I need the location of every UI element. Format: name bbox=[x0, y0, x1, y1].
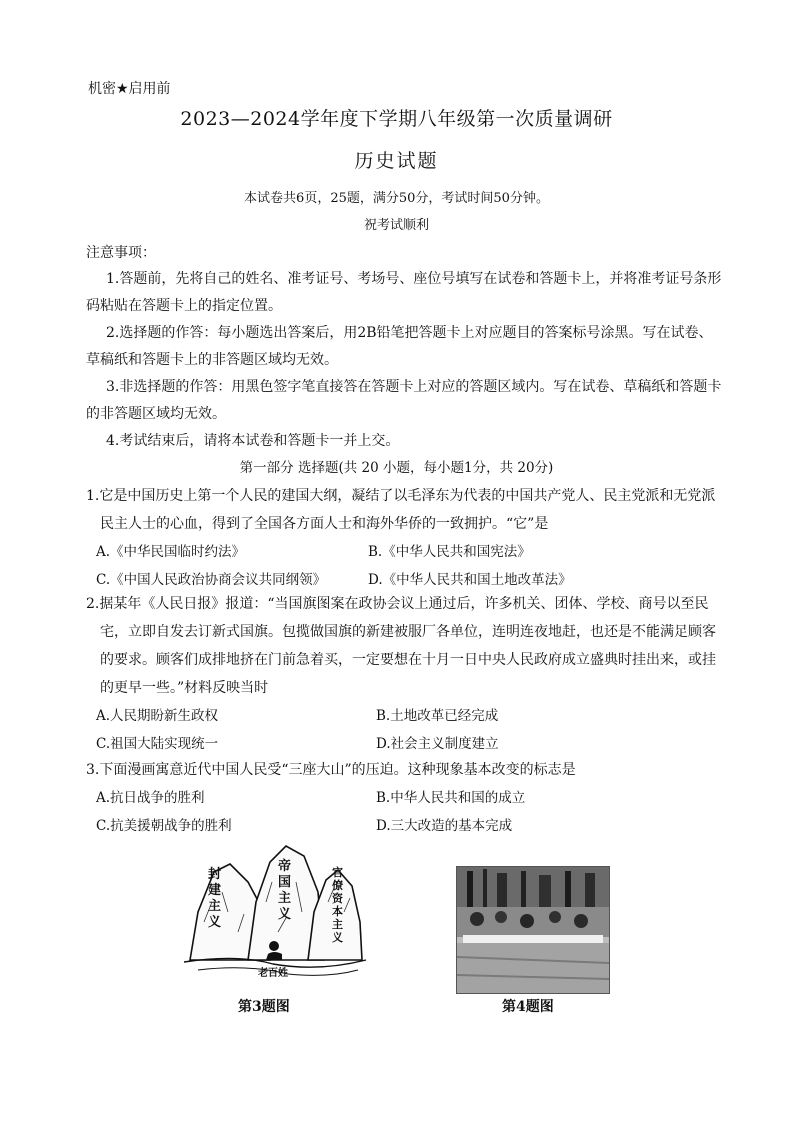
note-item: 3.非选择题的作答：用黑色签字笔直接答在答题卡上对应的答题区域内。写在试卷、草稿纸和答题卡的非答题区域均无效。 bbox=[86, 379, 722, 422]
label-feudalism: 封建主义 bbox=[208, 867, 222, 930]
exam-subtitle: 历史试题 bbox=[354, 150, 439, 172]
option-d: D.三大改造的基本完成 bbox=[376, 818, 513, 834]
confidential-label: 机密★启用前 bbox=[88, 81, 171, 97]
figure-4-photo bbox=[456, 866, 610, 994]
option-d: D.社会主义制度建立 bbox=[376, 736, 499, 752]
label-imperialism: 帝国主义 bbox=[278, 859, 292, 922]
option-b: B.《中华人民共和国宪法》 bbox=[368, 544, 531, 560]
question-stem: 3.下面漫画寓意近代中国人民受“三座大山”的压迫。这种现象基本改变的标志是 bbox=[86, 762, 576, 778]
option-a: A.抗日战争的胜利 bbox=[96, 790, 205, 806]
note-item: 4.考试结束后，请将本试卷和答题卡一并上交。 bbox=[106, 433, 400, 449]
question-stem: 1.它是中国历史上第一个人民的建国大纲，凝结了以毛泽东为代表的中国共产党人、民主党派和无党派民主人士的心血，得到了全国各方面人士和海外华侨的一致拥护。“它”是 bbox=[86, 488, 716, 532]
option-d: D.《中华人民共和国土地改革法》 bbox=[368, 572, 572, 588]
exam-wish: 祝考试顺利 bbox=[363, 218, 429, 233]
label-bureaucratic-capitalism: 官僚资本主义 bbox=[332, 866, 343, 944]
option-c: C.祖国大陆实现统一 bbox=[96, 736, 219, 752]
notes-title: 注意事项： bbox=[86, 245, 156, 261]
option-c: C.《中国人民政治协商会议共同纲领》 bbox=[96, 572, 327, 588]
label-common-people: 老百姓 bbox=[258, 968, 288, 979]
option-a: A.《中华民国临时约法》 bbox=[96, 544, 246, 560]
question-1 bbox=[86, 482, 726, 594]
exam-title: 2023—2024学年度下学期八年级第一次质量调研 bbox=[180, 108, 613, 130]
option-b: B.中华人民共和国的成立 bbox=[376, 790, 526, 806]
figure-4-caption: 第4题图 bbox=[502, 999, 554, 1015]
option-b: B.土地改革已经完成 bbox=[376, 708, 499, 724]
photo-illustration bbox=[457, 867, 609, 993]
note-item: 1.答题前，先将自己的姓名、准考证号、考场号、座位号填写在试卷和答题卡上，并将准考证号条形码粘贴在答题卡上的指定位置。 bbox=[86, 271, 722, 314]
option-a: A.人民期盼新生政权 bbox=[96, 708, 219, 724]
section-title: 第一部分 选择题(共 20 小题，每小题1分，共 20分) bbox=[239, 460, 554, 476]
figure-3-caption: 第3题图 bbox=[238, 999, 290, 1015]
question-3 bbox=[86, 756, 726, 840]
mountains-illustration bbox=[178, 842, 368, 982]
question-stem: 2.据某年《人民日报》报道：“当国旗图案在政协会议上通过后，许多机关、团体、学校、商号以至民宅，立即自发去订新式国旗。包揽做国旗的新建被服厂各单位，连明连夜地赶，也还是不能满足顾客的要求。顾客们成排地挤在门前急着买，一定要想在十月一日中央人民政府成立盛典时挂出来，或挂的更早一些。”材料反映当时 bbox=[86, 596, 716, 696]
figure-3-cartoon bbox=[178, 842, 368, 982]
option-c: C.抗美援朝战争的胜利 bbox=[96, 818, 232, 834]
note-item: 2.选择题的作答：每小题选出答案后，用2B铅笔把答题卡上对应题目的答案标号涂黑。写在试卷、草稿纸和答题卡上的非答题区域均无效。 bbox=[86, 325, 713, 368]
exam-meta: 本试卷共6页，25题，满分50分，考试时间50分钟。 bbox=[244, 191, 549, 206]
question-2 bbox=[86, 590, 726, 758]
